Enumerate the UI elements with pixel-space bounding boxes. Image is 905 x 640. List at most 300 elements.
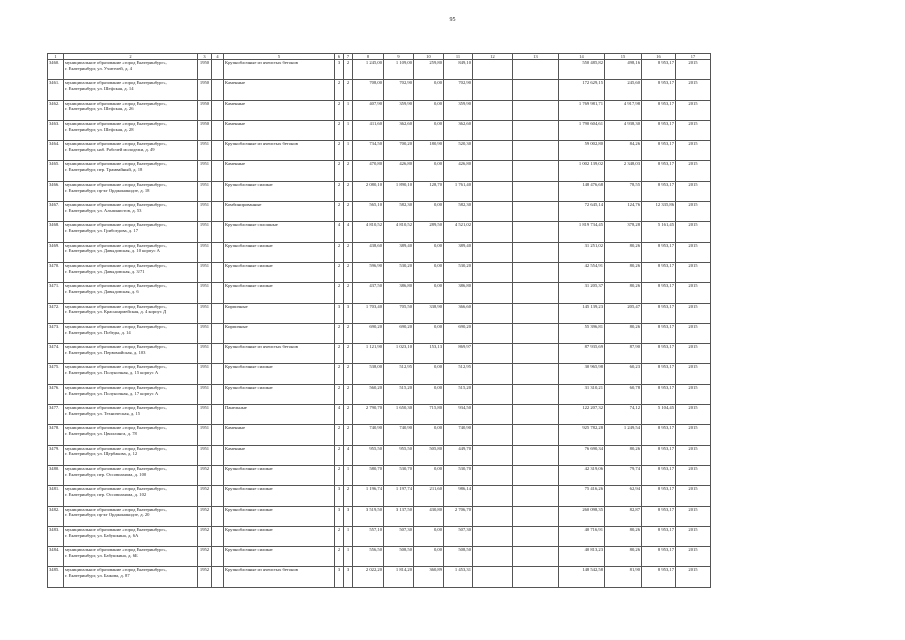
cell-a8: 1 121,90 [353, 344, 384, 364]
table-row [48, 120, 711, 140]
cell-a16: 8 953,17 [642, 323, 676, 343]
cell-wall: Каменные [224, 100, 335, 120]
cell-a14: 172 629,15 [559, 80, 605, 100]
cell-year: 1952 [198, 486, 212, 506]
address-text: г. Екатеринбург, ул. Полуночная, д. 17 корпус А [65, 390, 159, 396]
cell-c12 [473, 60, 513, 80]
cell-a11: 849,10 [444, 60, 473, 80]
cell-yr: 2015 [676, 80, 711, 100]
owner-address-cell [64, 141, 198, 161]
cell-ent: 3 [344, 303, 353, 323]
cell-year: 1950 [198, 100, 212, 120]
cell-year: 1951 [198, 303, 212, 323]
cell-a11: 386,80 [444, 283, 473, 303]
cell-c13 [513, 242, 559, 262]
cell-c4 [212, 161, 224, 181]
cell-year: 1951 [198, 181, 212, 201]
cell-a10: 128,70 [414, 181, 444, 201]
cell-a8: 690,20 [353, 323, 384, 343]
cell-c4 [212, 100, 224, 120]
cell-a16: 8 953,17 [642, 445, 676, 465]
address-text: г. Екатеринбург, пер. Трамвайный, д. 18 [65, 167, 143, 173]
cell-a11: 362,60 [444, 120, 473, 140]
cell-c4 [212, 262, 224, 282]
cell-a9: 705,50 [384, 303, 414, 323]
cell-a11: 530,20 [444, 262, 473, 282]
cell-a9: 702,90 [384, 80, 414, 100]
cell-a9: 582,30 [384, 202, 414, 222]
cell-wall: Каменные [224, 120, 335, 140]
cell-floors: 3 [335, 60, 344, 80]
cell-a15: 4 917,98 [605, 100, 642, 120]
cell-a15: 60,23 [605, 364, 642, 384]
owner-text: муниципальное образование «город Екатеринбург», [65, 425, 167, 431]
cell-yr: 2015 [676, 100, 711, 120]
address-text: г. Екатеринбург, ул. Победы, д. 14 [65, 329, 131, 335]
cell-n: 3469. [48, 242, 64, 262]
cell-a9: 386,80 [384, 283, 414, 303]
cell-ent: 1 [344, 526, 353, 546]
cell-a8: 596,90 [353, 262, 384, 282]
address-text: г. Екатеринбург, пр-кт Орджоникидзе, д. 20 [65, 512, 150, 518]
cell-a14: 925 782,28 [559, 425, 605, 445]
cell-year: 1952 [198, 547, 212, 567]
table-row [48, 100, 711, 120]
cell-a16: 5 161,45 [642, 222, 676, 242]
cell-a8: 734,50 [353, 141, 384, 161]
cell-c13 [513, 384, 559, 404]
table-row [48, 445, 711, 465]
cell-a11: 530,70 [444, 465, 473, 485]
cell-yr: 2015 [676, 364, 711, 384]
cell-a9: 1 109,00 [384, 60, 414, 80]
address-text: г. Екатеринбург, ул. Давыдовская, д. 6 [65, 289, 139, 295]
cell-a8: 557,10 [353, 526, 384, 546]
cell-a8: 560,20 [353, 384, 384, 404]
cell-ent: 3 [344, 567, 353, 587]
address-text: г. Екатеринбург, ул. Красноармейская, д. 4 корпус Д [65, 309, 167, 315]
cell-a11: 449,70 [444, 445, 473, 465]
address-text: г. Екатеринбург, ул. Первомайская, д. 103 [65, 349, 146, 355]
cell-c13 [513, 262, 559, 282]
owner-text: муниципальное образование «город Екатеринбург», [65, 161, 167, 167]
cell-a14: 72 645,14 [559, 202, 605, 222]
cell-a11: 740,90 [444, 425, 473, 445]
table-row [48, 80, 711, 100]
owner-address-cell [64, 242, 198, 262]
cell-c13 [513, 506, 559, 526]
cell-a16: 8 953,17 [642, 262, 676, 282]
cell-a10: 0,00 [414, 384, 444, 404]
owner-text: муниципальное образование «город Екатеринбург», [65, 323, 167, 329]
cell-a14: 1 002 139,02 [559, 161, 605, 181]
cell-a8: 407,90 [353, 100, 384, 120]
cell-c4 [212, 323, 224, 343]
table-row [48, 425, 711, 445]
cell-wall: Комбинированные [224, 202, 335, 222]
address-text: г. Екатеринбург, ул. Шефская, д. 26 [65, 106, 134, 112]
table-row [48, 384, 711, 404]
cell-a9: 1 814,20 [384, 567, 414, 587]
cell-a10: 289,50 [414, 222, 444, 242]
cell-a16: 8 953,17 [642, 80, 676, 100]
cell-a11: 702,90 [444, 80, 473, 100]
address-text: г. Екатеринбург, ул. Бабушкина, д. 6Б [65, 552, 138, 558]
cell-ent: 2 [344, 161, 353, 181]
cell-a15: 80,26 [605, 547, 642, 567]
cell-yr: 2015 [676, 567, 711, 587]
cell-ent: 1 [344, 547, 353, 567]
cell-floors: 2 [335, 384, 344, 404]
cell-a9: 426,80 [384, 161, 414, 181]
cell-a15: 205,47 [605, 303, 642, 323]
cell-n: 3465. [48, 161, 64, 181]
cell-a8: 470,80 [353, 161, 384, 181]
cell-c4 [212, 465, 224, 485]
cell-a8: 4 810,52 [353, 222, 384, 242]
cell-c12 [473, 465, 513, 485]
cell-a10: 0,00 [414, 80, 444, 100]
cell-a10: 715,80 [414, 405, 444, 425]
cell-a16: 8 953,17 [642, 567, 676, 587]
cell-a15: 2 348,03 [605, 161, 642, 181]
cell-c12 [473, 181, 513, 201]
owner-text: муниципальное образование «город Екатеринбург», [65, 283, 167, 289]
cell-a15: 60,78 [605, 384, 642, 404]
cell-a15: 74,12 [605, 405, 642, 425]
owner-text: муниципальное образование «город Екатеринбург», [65, 100, 167, 106]
cell-c13 [513, 344, 559, 364]
cell-a14: 1 790 604,61 [559, 120, 605, 140]
cell-n: 3483. [48, 526, 64, 546]
cell-ent: 1 [344, 120, 353, 140]
cell-c12 [473, 161, 513, 181]
cell-c13 [513, 323, 559, 343]
cell-n: 3466. [48, 181, 64, 201]
owner-address-cell [64, 465, 198, 485]
cell-c4 [212, 425, 224, 445]
cell-yr: 2015 [676, 445, 711, 465]
owner-address-cell [64, 100, 198, 120]
cell-a10: 338,90 [414, 303, 444, 323]
cell-c13 [513, 181, 559, 201]
cell-floors: 2 [335, 323, 344, 343]
cell-a10: 0,00 [414, 526, 444, 546]
owner-text: муниципальное образование «город Екатеринбург», [65, 120, 167, 126]
cell-floors: 2 [335, 262, 344, 282]
owner-address-cell [64, 323, 198, 343]
cell-year: 1951 [198, 242, 212, 262]
owner-address-cell [64, 384, 198, 404]
cell-yr: 2015 [676, 384, 711, 404]
cell-a15: 81,90 [605, 567, 642, 587]
cell-ent: 1 [344, 465, 353, 485]
cell-ent: 4 [344, 222, 353, 242]
cell-c13 [513, 445, 559, 465]
cell-c13 [513, 80, 559, 100]
cell-a8: 437,50 [353, 283, 384, 303]
owner-address-cell [64, 181, 198, 201]
cell-wall: Кирпичные [224, 323, 335, 343]
cell-year: 1952 [198, 465, 212, 485]
cell-floors: 4 [335, 222, 344, 242]
cell-a11: 986,14 [444, 486, 473, 506]
cell-a8: 556,50 [353, 547, 384, 567]
cell-n: 3480. [48, 465, 64, 485]
owner-text: муниципальное образование «город Екатеринбург», [65, 465, 167, 471]
cell-a10: 0,00 [414, 161, 444, 181]
owner-address-cell [64, 283, 198, 303]
cell-a8: 1 196,74 [353, 486, 384, 506]
cell-c4 [212, 181, 224, 201]
cell-a14: 1 769 981,71 [559, 100, 605, 120]
column-header: 1 [48, 54, 64, 60]
owner-address-cell [64, 364, 198, 384]
cell-a16: 12 335,86 [642, 202, 676, 222]
table-row [48, 303, 711, 323]
cell-c4 [212, 242, 224, 262]
cell-floors: 2 [335, 80, 344, 100]
cell-year: 1951 [198, 262, 212, 282]
cell-c13 [513, 364, 559, 384]
owner-text: муниципальное образование «город Екатеринбург», [65, 141, 167, 147]
cell-floors: 2 [335, 120, 344, 140]
cell-a9: 530,20 [384, 262, 414, 282]
cell-ent: 2 [344, 60, 353, 80]
cell-c13 [513, 526, 559, 546]
cell-ent: 2 [344, 323, 353, 343]
cell-a10: 0,00 [414, 425, 444, 445]
column-header: 14 [559, 54, 605, 60]
cell-year: 1951 [198, 222, 212, 242]
table-row [48, 323, 711, 343]
cell-a14: 75 416,26 [559, 486, 605, 506]
cell-wall: Крупноблочные силикат [224, 262, 335, 282]
cell-a14: 148 476,68 [559, 181, 605, 201]
cell-a8: 740,90 [353, 425, 384, 445]
cell-yr: 2015 [676, 161, 711, 181]
cell-yr: 2015 [676, 547, 711, 567]
cell-n: 3464. [48, 141, 64, 161]
cell-a10: 505,80 [414, 445, 444, 465]
cell-a9: 515,20 [384, 384, 414, 404]
table-row [48, 486, 711, 506]
cell-a16: 8 953,17 [642, 526, 676, 546]
cell-year: 1951 [198, 425, 212, 445]
cell-a8: 580,70 [353, 465, 384, 485]
cell-wall: Крупноблочные силикат [224, 283, 335, 303]
cell-a11: 2 706,70 [444, 506, 473, 526]
cell-a16: 8 953,17 [642, 161, 676, 181]
cell-a11: 690,20 [444, 323, 473, 343]
cell-a16: 8 953,17 [642, 547, 676, 567]
cell-a16: 8 953,17 [642, 181, 676, 201]
owner-text: муниципальное образование «город Екатеринбург», [65, 506, 167, 512]
cell-a15: 245,60 [605, 80, 642, 100]
cell-wall: Крупноблочные силикат [224, 526, 335, 546]
owner-address-cell [64, 202, 198, 222]
cell-wall: Крупноблочные из ячеистых бетонов [224, 141, 335, 161]
cell-floors: 2 [335, 181, 344, 201]
cell-c12 [473, 202, 513, 222]
cell-n: 3468. [48, 222, 64, 242]
cell-yr: 2015 [676, 303, 711, 323]
cell-n: 3473. [48, 323, 64, 343]
cell-a14: 31 251,02 [559, 242, 605, 262]
table-row [48, 242, 711, 262]
cell-n: 3481. [48, 486, 64, 506]
cell-a14: 550 485,82 [559, 60, 605, 80]
cell-floors: 3 [335, 506, 344, 526]
cell-floors: 2 [335, 465, 344, 485]
cell-year: 1952 [198, 526, 212, 546]
cell-yr: 2015 [676, 181, 711, 201]
cell-a8: 955,50 [353, 445, 384, 465]
cell-n: 3475. [48, 364, 64, 384]
cell-a14: 59 002,80 [559, 141, 605, 161]
cell-floors: 2 [335, 283, 344, 303]
cell-wall: Крупноблочные силикат [224, 181, 335, 201]
cell-c12 [473, 445, 513, 465]
cell-c4 [212, 283, 224, 303]
cell-a15: 82,87 [605, 506, 642, 526]
cell-wall: Крупноблочные из ячеистых бетонов [224, 60, 335, 80]
column-header: 11 [444, 54, 473, 60]
cell-n: 3477. [48, 405, 64, 425]
cell-a16: 8 953,17 [642, 425, 676, 445]
cell-c12 [473, 222, 513, 242]
cell-c13 [513, 567, 559, 587]
cell-a16: 8 953,17 [642, 506, 676, 526]
address-text: г. Екатеринбург, ул. Шефская, д. 14 [65, 86, 134, 92]
cell-yr: 2015 [676, 222, 711, 242]
cell-a10: 0,00 [414, 465, 444, 485]
address-text: г. Екатеринбург, ул. Бабушкина, д. 6А [65, 532, 139, 538]
owner-text: муниципальное образование «город Екатеринбург», [65, 60, 167, 65]
cell-yr: 2015 [676, 242, 711, 262]
address-text: г. Екатеринбург, ул. Давыдовская, д. 3/71 [65, 268, 145, 274]
cell-n: 3478. [48, 425, 64, 445]
cell-c13 [513, 202, 559, 222]
table-row [48, 283, 711, 303]
cell-a15: 80,26 [605, 283, 642, 303]
cell-year: 1951 [198, 364, 212, 384]
address-text: г. Екатеринбург, ул. Техническая, д. 15 [65, 410, 141, 416]
cell-a8: 565,10 [353, 202, 384, 222]
cell-floors: 2 [335, 141, 344, 161]
cell-ent: 2 [344, 181, 353, 201]
address-text: г. Екатеринбург, ул. Бажова, д. 87 [65, 573, 130, 579]
cell-ent: 2 [344, 242, 353, 262]
cell-ent: 2 [344, 384, 353, 404]
cell-a16: 8 953,17 [642, 120, 676, 140]
cell-n: 3485. [48, 567, 64, 587]
cell-c12 [473, 262, 513, 282]
cell-a8: 2 790,70 [353, 405, 384, 425]
cell-c12 [473, 323, 513, 343]
cell-c12 [473, 405, 513, 425]
cell-a14: 31 205,37 [559, 283, 605, 303]
cell-a15: 498,16 [605, 60, 642, 80]
table-row [48, 141, 711, 161]
table-row [48, 181, 711, 201]
cell-a10: 259,80 [414, 60, 444, 80]
housing-register-table [47, 53, 711, 588]
column-header: 17 [676, 54, 711, 60]
cell-c4 [212, 80, 224, 100]
cell-ent: 2 [344, 344, 353, 364]
cell-a15: 80,26 [605, 445, 642, 465]
cell-floors: 2 [335, 344, 344, 364]
owner-address-cell [64, 222, 198, 242]
cell-a14: 1 819 734,45 [559, 222, 605, 242]
owner-text: муниципальное образование «город Екатеринбург», [65, 181, 167, 187]
cell-c12 [473, 100, 513, 120]
cell-c4 [212, 60, 224, 80]
cell-a9: 507,30 [384, 526, 414, 546]
cell-yr: 2015 [676, 425, 711, 445]
cell-a15: 4 938,30 [605, 120, 642, 140]
address-text: г. Екатеринбург, ул. Шефская, д. 28 [65, 126, 134, 132]
cell-floors: 2 [335, 425, 344, 445]
cell-n: 3461. [48, 80, 64, 100]
owner-address-cell [64, 506, 198, 526]
cell-year: 1951 [198, 141, 212, 161]
cell-a11: 426,80 [444, 161, 473, 181]
cell-n: 3474. [48, 344, 64, 364]
owner-text: муниципальное образование «город Екатеринбург», [65, 486, 167, 492]
owner-text: муниципальное образование «город Екатеринбург», [65, 547, 167, 553]
cell-a9: 389,40 [384, 242, 414, 262]
cell-c12 [473, 486, 513, 506]
table-row [48, 526, 711, 546]
cell-a16: 8 953,17 [642, 141, 676, 161]
address-text: г. Екатеринбург, ул. Давыдовская, д. 10 корпус А [65, 248, 160, 254]
cell-a15: 62,94 [605, 486, 642, 506]
cell-yr: 2015 [676, 526, 711, 546]
cell-a10: 0,00 [414, 283, 444, 303]
cell-c12 [473, 567, 513, 587]
cell-ent: 2 [344, 202, 353, 222]
cell-a9: 1 197,74 [384, 486, 414, 506]
owner-address-cell [64, 303, 198, 323]
table-row [48, 202, 711, 222]
cell-year: 1951 [198, 161, 212, 181]
column-header: 10 [414, 54, 444, 60]
cell-a14: 76 690,34 [559, 445, 605, 465]
cell-floors: 2 [335, 202, 344, 222]
cell-a9: 362,60 [384, 120, 414, 140]
cell-n: 3467. [48, 202, 64, 222]
cell-c4 [212, 364, 224, 384]
cell-a9: 700,20 [384, 141, 414, 161]
cell-a11: 508,50 [444, 547, 473, 567]
address-text: г. Екатеринбург, ул. Щербакова, д. 12 [65, 451, 138, 457]
cell-ent: 2 [344, 405, 353, 425]
cell-c4 [212, 445, 224, 465]
cell-yr: 2015 [676, 262, 711, 282]
cell-a14: 122 207,32 [559, 405, 605, 425]
cell-c12 [473, 283, 513, 303]
cell-a10: 0,00 [414, 547, 444, 567]
cell-c13 [513, 547, 559, 567]
cell-yr: 2015 [676, 506, 711, 526]
cell-a10: 0,00 [414, 120, 444, 140]
address-text: г. Екатеринбург, пер. Оссовиахима, д. 102 [65, 492, 147, 498]
cell-a11: 869,97 [444, 344, 473, 364]
cell-n: 3463. [48, 120, 64, 140]
address-text: г. Екатеринбург, ул. Цвиллинга, д. 78 [65, 431, 137, 437]
